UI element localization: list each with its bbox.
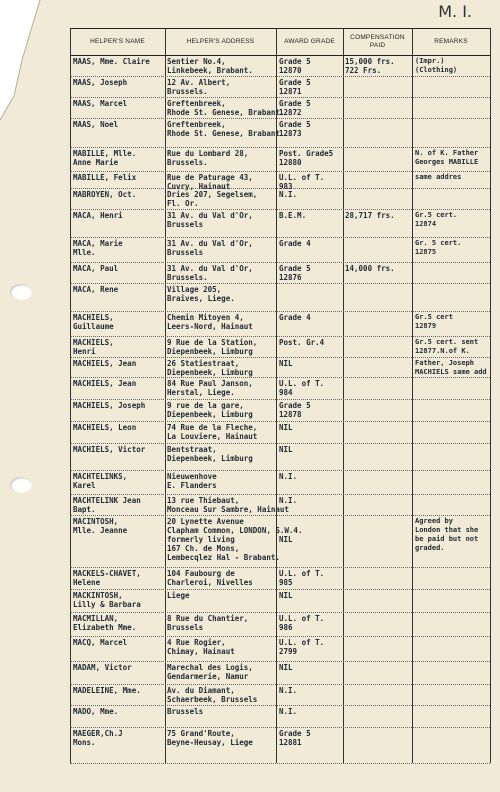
helper-address: Brussels: [167, 707, 204, 716]
helper-name: MACMILLAN, Elizabeth Mme.: [73, 614, 137, 632]
table-row: [70, 705, 490, 728]
remarks: Gr.5 cert. sent 12877.N.of K.: [415, 338, 479, 355]
table-row: [70, 567, 490, 590]
header-address: HELPER'S ADDRESS: [186, 38, 255, 45]
award-grade: NIL: [279, 359, 293, 368]
award-grade: N.I.: [279, 472, 298, 481]
table-row: [70, 311, 490, 337]
award-grade: NIL: [279, 445, 293, 454]
award-grade: N.I.: [279, 686, 298, 695]
award-grade: Grade 5 12870: [279, 57, 311, 75]
helper-name: MABILLE, Mlle. Anne Marie: [73, 149, 137, 167]
table-row: [70, 443, 490, 471]
helper-name: MACINTOSH, Mlle. Jeanne: [73, 517, 128, 535]
helper-name: MACHIELS, Jean: [73, 359, 137, 368]
award-grade: B.E.M.: [279, 211, 307, 220]
remarks: (Impr.) (Clothing): [415, 57, 458, 74]
helper-name: MACA, Henri: [73, 211, 123, 220]
award-grade: Post. Grade5 12880: [279, 149, 334, 167]
table-row: [70, 515, 490, 568]
award-grade: Grade 5 12872: [279, 99, 311, 117]
helper-name: MAAS, Marcel: [73, 99, 128, 108]
helper-address: Av. du Diamant, Schaerbeek, Brussels: [167, 686, 258, 704]
award-grade: U.L. of T. 983: [279, 173, 325, 191]
helper-address: 84 Rue Paul Janson, Herstal, Liege.: [167, 379, 253, 397]
table-row: [70, 171, 490, 189]
helper-address: 9 rue de la gare, Diepenbeek, Limburg: [167, 401, 253, 419]
helper-name: MACHIELS, Guillaume: [73, 313, 114, 331]
award-grade: N.I.: [279, 190, 298, 199]
award-grade: U.L. of T. 2799: [279, 638, 325, 656]
helper-address: 31 Av. du Val d'Or, Brussels: [167, 211, 253, 229]
table-row: [70, 237, 490, 263]
table-row: [70, 209, 490, 238]
table-row: [70, 636, 490, 662]
table-row: [70, 147, 490, 172]
award-grade: NIL: [279, 535, 293, 544]
helper-address: Rue de Paturage 43, Cuvry, Hainaut: [167, 173, 253, 191]
helper-address: Sentier No.4, Linkebeek, Brabant.: [167, 57, 253, 75]
helper-address: 104 Faubourg de Charleroi, Nivelles: [167, 569, 253, 587]
table-row: [70, 589, 490, 613]
award-grade: N.I.: [279, 496, 298, 505]
helper-name: MACHIELS, Victor: [73, 445, 146, 454]
helper-address: Liege: [167, 591, 190, 600]
helper-name: MAAS, Mme. Claire: [73, 57, 150, 66]
header-compensation: COMPENSATION PAID: [350, 34, 405, 49]
award-grade: Grade 5 12878: [279, 401, 311, 419]
award-grade: U.L. of T. 985: [279, 569, 325, 587]
helper-name: MADAM, Victor: [73, 663, 132, 672]
award-grade: U.L. of T. 984: [279, 379, 325, 397]
helper-address: 13 rue Thiebaut, Monceau Sur Sambre, Hainaut: [167, 496, 289, 514]
table-row: [70, 661, 490, 685]
award-grade: NIL: [279, 423, 293, 432]
helper-name: MACQ, Marcel: [73, 638, 128, 647]
helper-name: MACKELS-CHAVET, Helene: [73, 569, 141, 587]
award-grade: Grade 5 12873: [279, 120, 311, 138]
helper-name: MACHTELINK Jean Bapt.: [73, 496, 141, 514]
table-row: [70, 188, 490, 210]
table-row: [70, 727, 490, 764]
helper-name: MACHIELS, Joseph: [73, 401, 146, 410]
table-row: [70, 336, 490, 358]
helper-name: MACHIELS, Jean: [73, 379, 137, 388]
helper-name: MABROYEN, Oct.: [73, 190, 137, 199]
compensation-paid: 15,000 frs. 722 Frs.: [345, 57, 395, 75]
header-remarks: REMARKS: [434, 38, 468, 45]
helper-name: MAAS, Noel: [73, 120, 119, 129]
table-row: [70, 421, 490, 444]
helper-address: 8 Rue du Chantier, Brussels: [167, 614, 249, 632]
torn-corner: [0, 0, 60, 130]
award-grade: Grade 5 12881: [279, 729, 311, 747]
award-grade: U.L. of T. 986: [279, 614, 325, 632]
helper-address: 31 Av. du Val d'Or, Brussels: [167, 239, 253, 257]
helper-name: MAAS, Joseph: [73, 78, 128, 87]
table-row: [70, 470, 490, 495]
helper-name: MACA, Rene: [73, 285, 119, 294]
helper-address: 9 Rue de la Station, Diepenbeek, Limburg: [167, 338, 258, 356]
award-grade: Grade 4: [279, 239, 311, 248]
helper-name: MACA, Marie Mlle.: [73, 239, 123, 257]
table-row: [70, 494, 490, 516]
punch-hole: [10, 284, 32, 300]
table-row: [70, 283, 490, 312]
helper-address: 4 Rue Rogier, Chimay, Hainaut: [167, 638, 235, 656]
award-grade: NIL: [279, 591, 293, 600]
remarks: N. of K. Father Georges MABILLE: [415, 149, 479, 166]
file-stamp: M. I.: [438, 2, 472, 21]
helper-name: MAEGER,Ch.J Mons.: [73, 729, 123, 747]
helper-name: MACA, Paul: [73, 264, 119, 273]
helper-address: Greftenbreek, Rhode St. Genese, Brabant: [167, 120, 280, 138]
remarks: Agreed by London that she be paid but not graded.: [415, 517, 479, 552]
header-award: AWARD GRADE: [284, 38, 335, 45]
remarks: Gr. 5 cert. 12875: [415, 239, 462, 256]
table-row: [70, 97, 490, 119]
table-row: [70, 357, 490, 378]
table-header: [70, 28, 490, 56]
award-grade: Post. Gr.4: [279, 338, 325, 347]
helper-address: Village 205, Braives, Liege.: [167, 285, 235, 303]
helper-address: Chemin Mitoyen 4, Leers-Nord, Hainaut: [167, 313, 253, 331]
helper-address: 20 Lynette Avenue Clapham Common, LONDON, S.W.4. formerly living 167 Ch. de Mons, Lembecqlez Hal - Brabant.: [167, 517, 303, 562]
column-rule: [490, 28, 491, 763]
helper-address: 12 Av. Albert, Brussels.: [167, 78, 231, 96]
table-row: [70, 399, 490, 422]
helper-address: 31 Av. du Val d'Or, Brussels.: [167, 264, 253, 282]
table-row: [70, 612, 490, 637]
remarks: Father, Joseph MACHIELS same add: [415, 359, 487, 376]
helper-name: MACHIELS, Leon: [73, 423, 137, 432]
punch-hole: [10, 477, 32, 493]
helper-address: Marechal des Logis, Gendarmerie, Namur: [167, 663, 253, 681]
compensation-paid: 28,717 frs.: [345, 211, 395, 220]
helper-name: MACKINTOSH, Lilly & Barbara: [73, 591, 141, 609]
helper-address: Nieuwenhove E. Flanders: [167, 472, 217, 490]
helper-address: 74 Rue de la Fleche, La Louviere, Hainaut: [167, 423, 258, 441]
helper-address: 26 Statiestraat, Diepenbeek, Limburg: [167, 359, 253, 377]
helper-address: Dries 207, Segelsem, Fl. Or.: [167, 190, 258, 208]
compensation-paid: 14,000 frs.: [345, 264, 395, 273]
award-grade: Grade 5 12871: [279, 78, 311, 96]
award-grade: Grade 5 12876: [279, 264, 311, 282]
table-row: [70, 118, 490, 148]
helper-address: Bentstraat, Diepenbeek, Limburg: [167, 445, 253, 463]
helper-address: 75 Grand'Route, Beyne-Heusay, Liege: [167, 729, 253, 747]
helper-address: Rue du Lombard 28, Brussels.: [167, 149, 249, 167]
award-grade: N.I.: [279, 707, 298, 716]
remarks: Gr.5 cert 12879: [415, 313, 453, 330]
helper-name: MACHIELS, Henri: [73, 338, 114, 356]
award-grade: NIL: [279, 663, 293, 672]
table-row: [70, 55, 490, 77]
remarks: same addres: [415, 173, 462, 181]
helper-name: MADO, Mme.: [73, 707, 119, 716]
table-row: [70, 76, 490, 98]
table-row: [70, 262, 490, 284]
header-name: HELPER'S NAME: [90, 38, 145, 45]
helper-name: MADELEINE, Mme.: [73, 686, 141, 695]
helper-name: MACHTELINKS, Karel: [73, 472, 128, 490]
table-row: [70, 684, 490, 706]
table-row: [70, 377, 490, 400]
helper-name: MABILLE, Felix: [73, 173, 137, 182]
remarks: Gr.5 cert. 12874: [415, 211, 458, 228]
helper-address: Greftenbreek, Rhode St. Genese, Brabant.: [167, 99, 285, 117]
award-grade: Grade 4: [279, 313, 311, 322]
